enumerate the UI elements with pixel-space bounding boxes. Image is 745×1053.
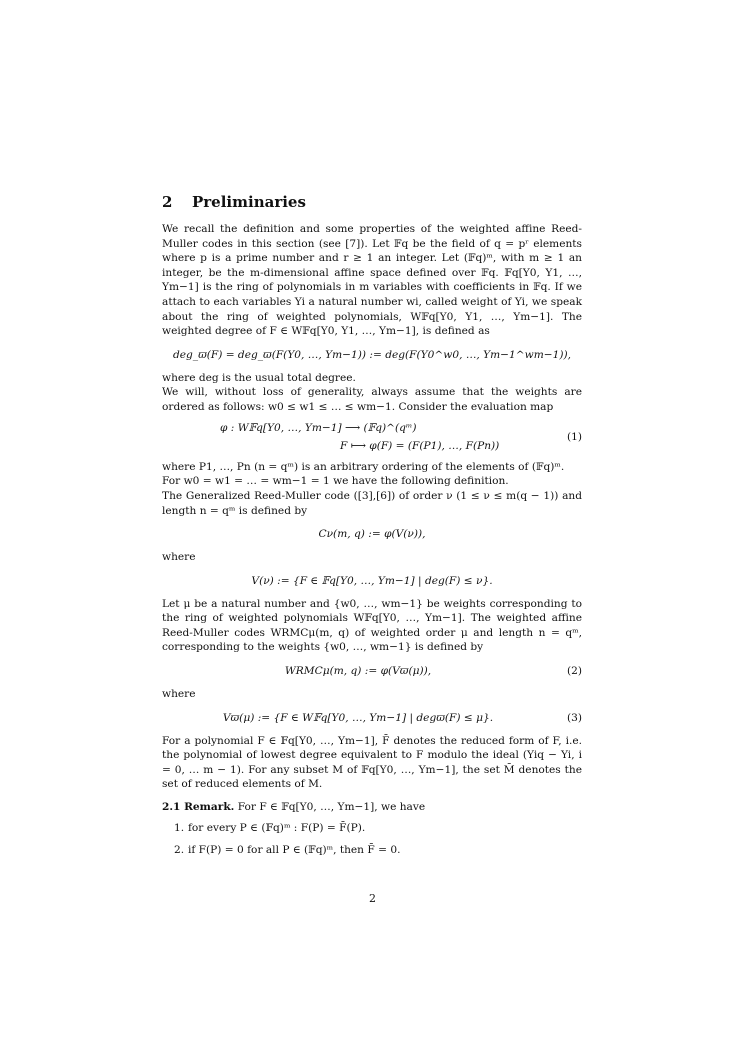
map-line-2: F ⟼ φ(F) = (F(P1), …, F(Pn)) [340, 440, 500, 453]
section-number: 2 [162, 193, 173, 211]
paragraph-weighted-code: Let μ be a natural number and {w0, …, wm−1} be weights corresponding to the ring of weighted polynomials W𝔽q[Y0, …, Ym−1]. The weighted affine Reed-Muller codes WRMCμ(m, q) of weighted order μ and length n = qᵐ, corresponding to the weights {w0, …, wm−1} is defined by [162, 597, 582, 654]
paragraph-ordering: where P1, …, Pn (n = qᵐ) is an arbitrary ordering of the elements of (𝔽q)ᵐ. [162, 460, 565, 473]
paragraph-intro: We recall the definition and some properties of the weighted affine Reed-Muller codes in this section (see [7]). Let 𝔽q be the field of q = pʳ elements where p is a prime number and r ≥ 1 an integer. Let (𝔽q)ᵐ, with m ≥ 1 an integer, be the m-dimensional affine space defined over 𝔽q. 𝔽q[Y0, Y1, …, Ym−1] is the ring of polynomials in m variables with coefficients in 𝔽q. If we attach to each variables Yi a natural number wi, called weight of Yi, we speak about the ring of weighted polynomials, W𝔽q[Y0, Y1, …, Ym−1]. The weighted degree of F ∈ W𝔽q[Y0, Y1, …, Ym−1], is defined as [162, 223, 582, 338]
paragraph-reduced-form: For a polynomial F ∈ 𝔽q[Y0, …, Ym−1], F̄ denotes the reduced form of F, i.e. the polynomial of lowest degree equivalent to F modulo the ideal (Yiq − Yi, i = 0, … m − 1). For any subset M of 𝔽q[Y0, …, Ym−1], the set M̄ denotes the set of reduced elements of M. [162, 734, 582, 791]
equation-tag-1: (1) [566, 430, 582, 443]
equation-tag-2: (2) [566, 665, 582, 678]
paragraph-grm-definition: The Generalized Reed-Muller code ([3],[6]) of order ν (1 ≤ ν ≤ m(q − 1)) and length n = qᵐ is defined by [162, 489, 582, 517]
paper-page [162, 192, 582, 866]
paragraph-deg-note: where deg is the usual total degree. [162, 371, 356, 384]
equation-v-nu: V(ν) := {F ∈ 𝔽q[Y0, …, Ym−1] | deg(F) ≤ ν}. [251, 574, 493, 587]
equation-weighted-degree: deg_ϖ(F) = deg_ϖ(F(Y0, …, Ym−1)) := deg(F(Y0^w0, …, Ym−1^wm−1)), [172, 348, 572, 361]
page-number: 2 [369, 892, 376, 905]
equation-wrmc: WRMCμ(m, q) := φ(Vϖ(μ)), (2) [284, 665, 582, 678]
section-title [162, 192, 582, 212]
map-line-1: φ : W𝔽q[Y0, …, Ym−1] ⟶ (𝔽q)^(qᵐ) [220, 421, 417, 434]
paragraph-weights-order: We will, without loss of generality, always assume that the weights are ordered as follows: w0 ≤ w1 ≤ … ≤ wm−1. Consider the evaluation map [162, 386, 582, 413]
remark-heading: 2.1 Remark. [162, 801, 235, 814]
paragraph-where-2: where [162, 688, 196, 701]
remark-intro: For F ∈ 𝔽q[Y0, …, Ym−1], we have [237, 801, 426, 814]
equation-evaluation-map [162, 421, 582, 454]
equation-tag-3: (3) [566, 711, 582, 724]
remark-list [162, 821, 582, 858]
list-item: 2. if F(P) = 0 for all P ∈ (𝔽q)ᵐ, then F̄ = 0. [174, 844, 401, 857]
equation-v-mu: Vϖ(μ) := {F ∈ W𝔽q[Y0, …, Ym−1] | degϖ(F) ≤ μ}. (3) [222, 711, 582, 724]
paragraph-unit-weights: For w0 = w1 = … = wm−1 = 1 we have the following definition. [162, 475, 509, 488]
list-item: 1. for every P ∈ (𝔽q)ᵐ : F(P) = F̄(P). [174, 821, 366, 834]
equation-grm-code: Cν(m, q) := φ(V(ν)), [318, 528, 426, 541]
section-heading: Preliminaries [192, 193, 306, 211]
paragraph-where-1: where [162, 551, 196, 564]
remark [162, 800, 582, 815]
